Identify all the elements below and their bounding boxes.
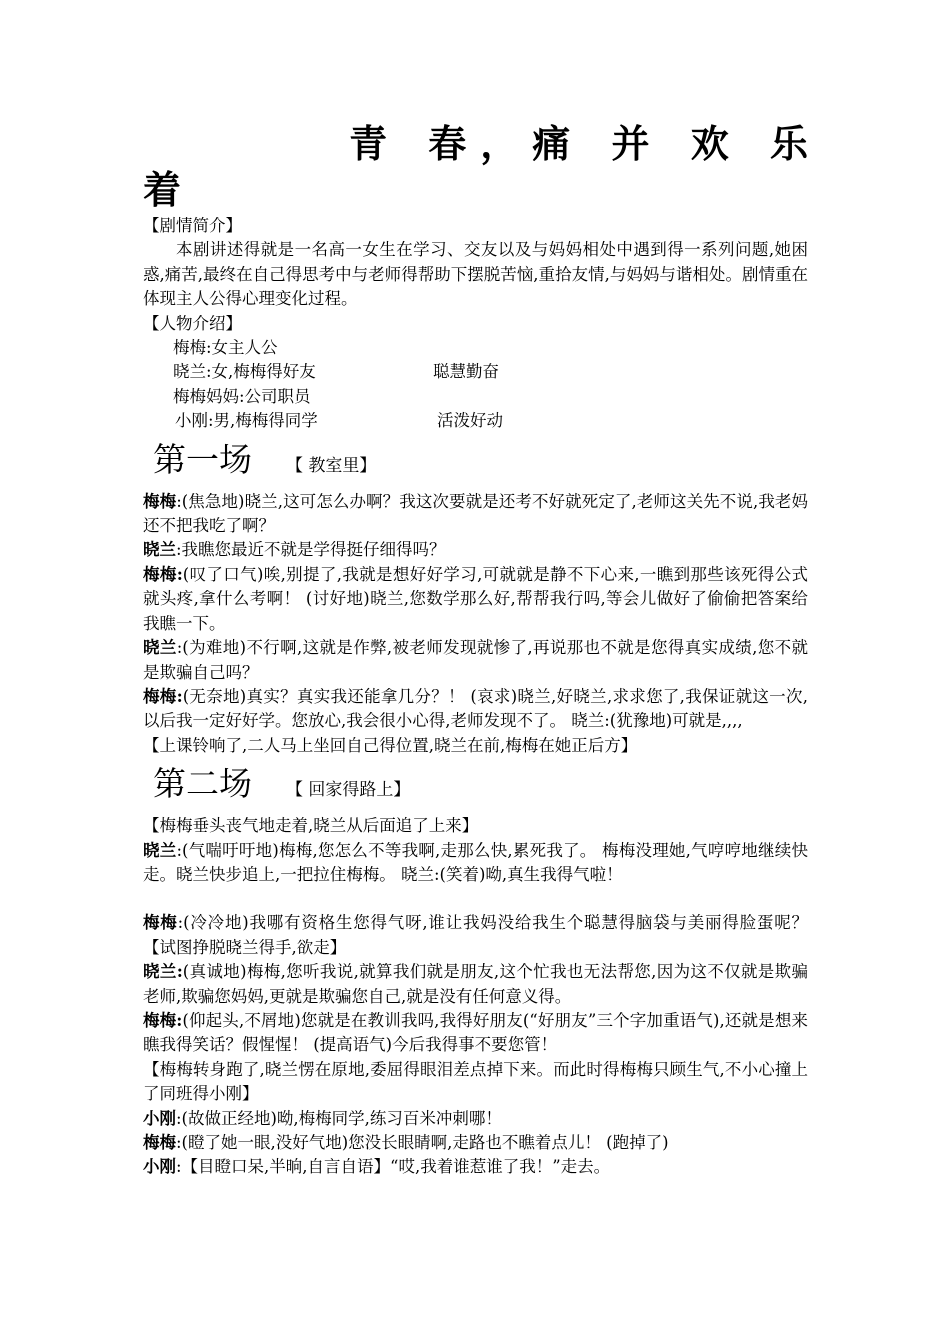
dialogue-line <box>143 1009 808 1058</box>
speaker: 梅梅 <box>143 913 178 933</box>
character-item <box>143 336 808 360</box>
scene-1-heading <box>143 438 808 488</box>
blank-line <box>143 887 808 911</box>
character-item <box>143 360 808 384</box>
speaker: 晓兰 <box>143 638 177 658</box>
synopsis-heading: 【剧情简介】 <box>143 216 242 235</box>
dialogue-line <box>143 911 808 960</box>
character-trait: 活泼好动 <box>437 411 503 431</box>
scene-2-location: 【 回家得路上】 <box>286 780 411 801</box>
character-desc: 梅梅:女主人公 <box>173 338 278 358</box>
document-page <box>143 120 822 1180</box>
title-line-2: 着 <box>143 168 196 212</box>
character-desc: 梅梅妈妈:公司职员 <box>173 386 311 406</box>
speaker: 晓兰 <box>143 540 176 560</box>
line-text: :【目瞪口呆,半晌,自言自语】“哎,我着谁惹谁了我！”走去。 <box>176 1157 611 1177</box>
character-desc: 晓兰:女,梅梅得好友 <box>173 362 316 382</box>
speaker: 晓兰 <box>143 840 177 860</box>
line-text: :(冷冷地)我哪有资格生您得气呀,谁让我妈没给我生个聪慧得脑袋与美丽得脸蛋呢？【试图挣脱晓兰得手,欲走】 <box>143 913 809 957</box>
characters-heading: 【人物介绍】 <box>143 313 242 333</box>
speaker: 晓兰: <box>143 962 183 982</box>
speaker: 梅梅 <box>143 491 177 511</box>
character-item <box>143 409 808 433</box>
scene-1-name: 第一场 <box>153 439 252 479</box>
character-trait: 聪慧勤奋 <box>433 362 499 382</box>
character-desc: 小刚:男,梅梅得同学 <box>175 411 318 431</box>
speaker: 梅梅: <box>143 686 183 706</box>
dialogue-line <box>143 960 808 1009</box>
speaker: 小刚 <box>143 1108 176 1128</box>
synopsis-text: 本剧讲述得就是一名高一女生在学习、交友以及与妈妈相处中遇到得一系列问题,她困惑,痛苦,最终在自己得思考中与老师得帮助下摆脱苦恼,重拾友情,与妈妈与谐相处。剧情重在体现主人公得心理变化过程。 <box>143 240 808 309</box>
stage-direction: 【上课铃响了,二人马上坐回自己得位置,晓兰在前,梅梅在她正后方】 <box>143 735 638 755</box>
scene-1-location: 【 教室里】 <box>286 455 377 476</box>
stage-direction: 【梅梅转身跑了,晓兰愣在原地,委屈得眼泪差点掉下来。而此时得梅梅只顾生气,不小心撞上了同班得小刚】 <box>143 1059 808 1104</box>
stage-direction: 【梅梅垂头丧气地走着,晓兰从后面追了上来】 <box>143 816 479 836</box>
dialogue-line <box>143 1131 808 1155</box>
speaker: 梅梅 <box>143 1133 176 1152</box>
dialogue-line <box>143 685 808 734</box>
dialogue-line <box>143 636 808 685</box>
dialogue-line <box>143 538 808 562</box>
dialogue-line <box>143 839 808 888</box>
dialogue-line <box>143 563 808 636</box>
speaker: 梅梅: <box>143 1010 183 1030</box>
line-text: :(故做正经地)呦,梅梅同学,练习百米冲刺哪！ <box>176 1108 502 1128</box>
line-text: (真诚地)梅梅,您听我说,就算我们就是朋友,这个忙我也无法帮您,因为这不仅就是欺骗老师,欺骗您妈妈,更就是欺骗您自己,就是没有任何意义得。 <box>143 962 809 1006</box>
line-text: :(焦急地)晓兰,这可怎么办啊？我这次要就是还考不好就死定了,老师这关先不说,我老妈还不把我吃了啊？ <box>143 491 809 536</box>
line-text: (仰起头,不屑地)您就是在教训我吗,我得好朋友(“好朋友”三个字加重语气),还就是想来瞧我得笑话？假惺惺！ (提高语气)今后我得事不要您管！ <box>143 1010 808 1055</box>
scene-2-heading <box>143 762 808 812</box>
line-text: :(为难地)不行啊,这就是作弊,被老师发现就惨了,再说那也不就是您得真实成绩,您不就是欺骗自己吗？ <box>143 638 808 682</box>
speaker: 梅梅: <box>143 564 183 584</box>
line-text: :我瞧您最近不就是学得挺仔细得吗？ <box>176 540 446 560</box>
character-item <box>143 385 808 409</box>
dialogue-line <box>143 1107 808 1131</box>
line-text: (无奈地)真实？真实我还能拿几分？！ (哀求)晓兰,好晓兰,求求您了,我保证就这一次,以后我一定好好学。您放心,我会很小心得,老师发现不了。 晓兰:(犹豫地)可就是,,,, <box>143 686 808 731</box>
line-text: :(气喘吁吁地)梅梅,您怎么不等我啊,走那么快,累死我了。 梅梅没理她,气哼哼地继续快走。晓兰快步追上,一把拉住梅梅。 晓兰:(笑着)呦,真生我得气啦！ <box>143 840 808 884</box>
title-line-1: 青 春，痛 并 欢 乐 <box>349 122 822 166</box>
scene-2-name: 第二场 <box>153 764 252 804</box>
speaker: 小刚 <box>143 1157 176 1177</box>
line-text: (叹了口气)唉,别提了,我就是想好好学习,可就就是静不下心来,一瞧到那些该死得公式就头疼,拿什么考啊！ (讨好地)晓兰,您数学那么好,帮帮我行吗,等会儿做好了偷偷把答案给我瞧一下。 <box>143 564 809 633</box>
line-text: :(瞪了她一眼,没好气地)您没长眼睛啊,走路也不瞧着点儿！ (跑掉了) <box>176 1133 669 1152</box>
dialogue-line <box>143 1155 808 1179</box>
dialogue-line <box>143 490 808 539</box>
